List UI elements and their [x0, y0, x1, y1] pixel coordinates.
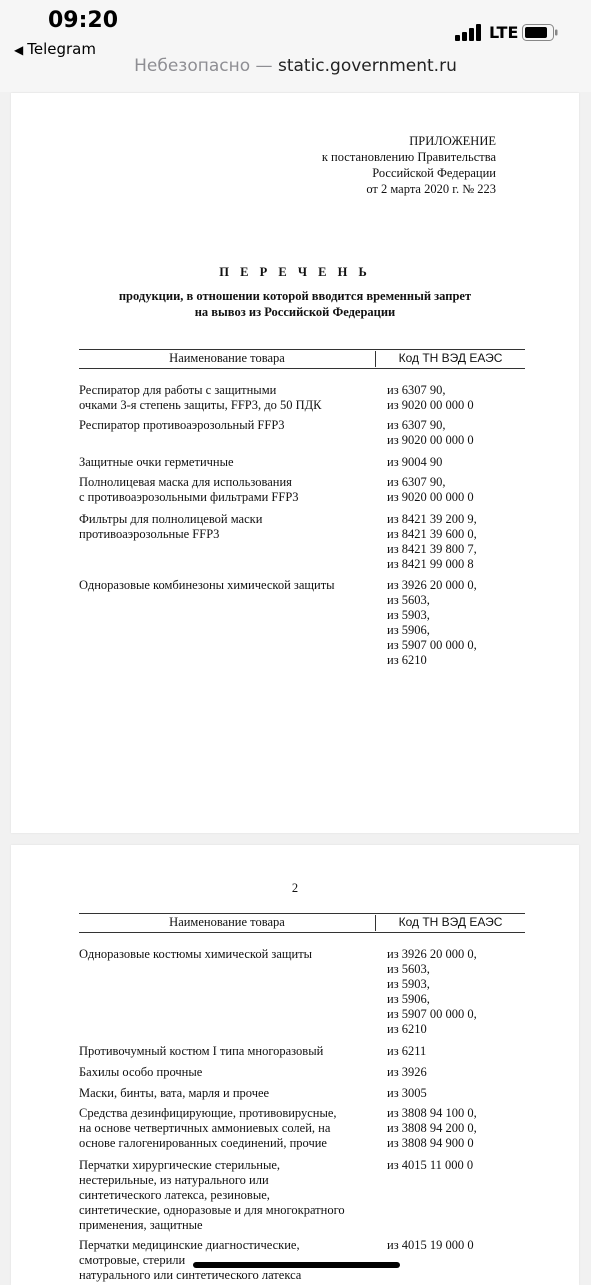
product-table [79, 349, 525, 667]
product-code: из 3808 94 100 0, из 3808 94 200 0, из 3808 94 900 0 [387, 1106, 477, 1150]
product-name: Респиратор противоаэрозольный FFP3 [79, 418, 285, 432]
column-header-name: Наименование товара [79, 351, 376, 367]
status-bar [0, 0, 591, 92]
product-code: из 8421 39 200 9, из 8421 39 600 0, из 8421 39 800 7, из 8421 99 000 8 [387, 512, 477, 571]
appendix-line: Российской Федерации [372, 166, 496, 180]
page-number: 2 [291, 881, 299, 895]
appendix-line: ПРИЛОЖЕНИЕ [409, 134, 496, 148]
product-code: из 4015 19 000 0 [387, 1238, 474, 1252]
product-name: Полнолицевая маска для использования с противоаэрозольными фильтрами FFP3 [79, 475, 299, 504]
appendix-line: от 2 марта 2020 г. № 223 [366, 182, 496, 196]
back-app-label: Telegram [27, 40, 96, 58]
product-code: из 6211 [387, 1044, 427, 1058]
column-header-code: Код ТН ВЭД ЕАЭС [398, 915, 503, 929]
url-host: static.government.ru [277, 56, 457, 76]
product-name: Средства дезинфицирующие, противовирусные, на основе четвертичных аммониевых солей, на основе галогенированных соединений, прочие [79, 1106, 337, 1150]
clock: 09:20 [48, 8, 119, 33]
document-subtitle [11, 288, 579, 320]
product-code: из 6307 90, из 9020 00 000 0 [387, 475, 474, 504]
document-page-1 [11, 93, 579, 833]
product-code: из 6307 90, из 9020 00 000 0 [387, 418, 474, 447]
product-code: из 3926 20 000 0, из 5603, из 5903, из 5906, из 5907 00 000 0, из 6210 [387, 947, 477, 1036]
home-indicator[interactable] [193, 1262, 400, 1268]
product-code: из 4015 11 000 0 [387, 1158, 474, 1172]
appendix-header [11, 133, 496, 197]
product-code: из 3926 20 000 0, из 5603, из 5903, из 5906, из 5907 00 000 0, из 6210 [387, 578, 477, 667]
network-type: LTE [489, 23, 519, 42]
product-name: Респиратор для работы с защитными очками 3-я степень защиты, FFP3, до 50 ПДК [79, 383, 322, 412]
document-page-2 [11, 845, 579, 1285]
table-header [79, 349, 525, 369]
insecure-label: Небезопасно — [134, 56, 273, 76]
column-header-code: Код ТН ВЭД ЕАЭС [398, 351, 503, 365]
product-name: Одноразовые костюмы химической защиты [79, 947, 313, 961]
product-code: из 3005 [387, 1086, 427, 1100]
product-name: Противочумный костюм I типа многоразовый [79, 1044, 324, 1058]
product-code: из 3926 [387, 1065, 427, 1079]
column-header-name: Наименование товара [79, 915, 376, 931]
product-code: из 9004 90 [387, 455, 443, 469]
battery-icon [522, 24, 558, 41]
back-arrow-icon: ◀ [14, 43, 24, 57]
product-table [79, 913, 525, 1282]
product-code: из 6307 90, из 9020 00 000 0 [387, 383, 474, 412]
product-name: Перчатки медицинские диагностические, смотровые, стерили натурального или синтетического латекса [79, 1238, 302, 1282]
cellular-signal-icon [455, 24, 483, 42]
product-name: Бахилы особо прочные [79, 1065, 203, 1079]
subtitle-line: продукции, в отношении которой вводится временный запрет [118, 289, 472, 303]
address-bar[interactable] [0, 56, 591, 76]
product-name: Маски, бинты, вата, марля и прочее [79, 1086, 270, 1100]
subtitle-line: на вывоз из Российской Федерации [194, 305, 396, 319]
appendix-line: к постановлению Правительства [321, 150, 496, 164]
product-name: Защитные очки герметичные [79, 455, 234, 469]
table-header [79, 913, 525, 933]
document-title: П Е Р Е Ч Е Н Ь [219, 265, 371, 279]
product-name: Фильтры для полнолицевой маски противоаэрозольные FFP3 [79, 512, 263, 541]
product-name: Перчатки хирургические стерильные, нестерильные, из натурального или синтетического латекса, резиновые, синтетические, одноразовые и для многократного применения, защитные [79, 1158, 345, 1232]
product-name: Одноразовые комбинезоны химической защиты [79, 578, 335, 592]
